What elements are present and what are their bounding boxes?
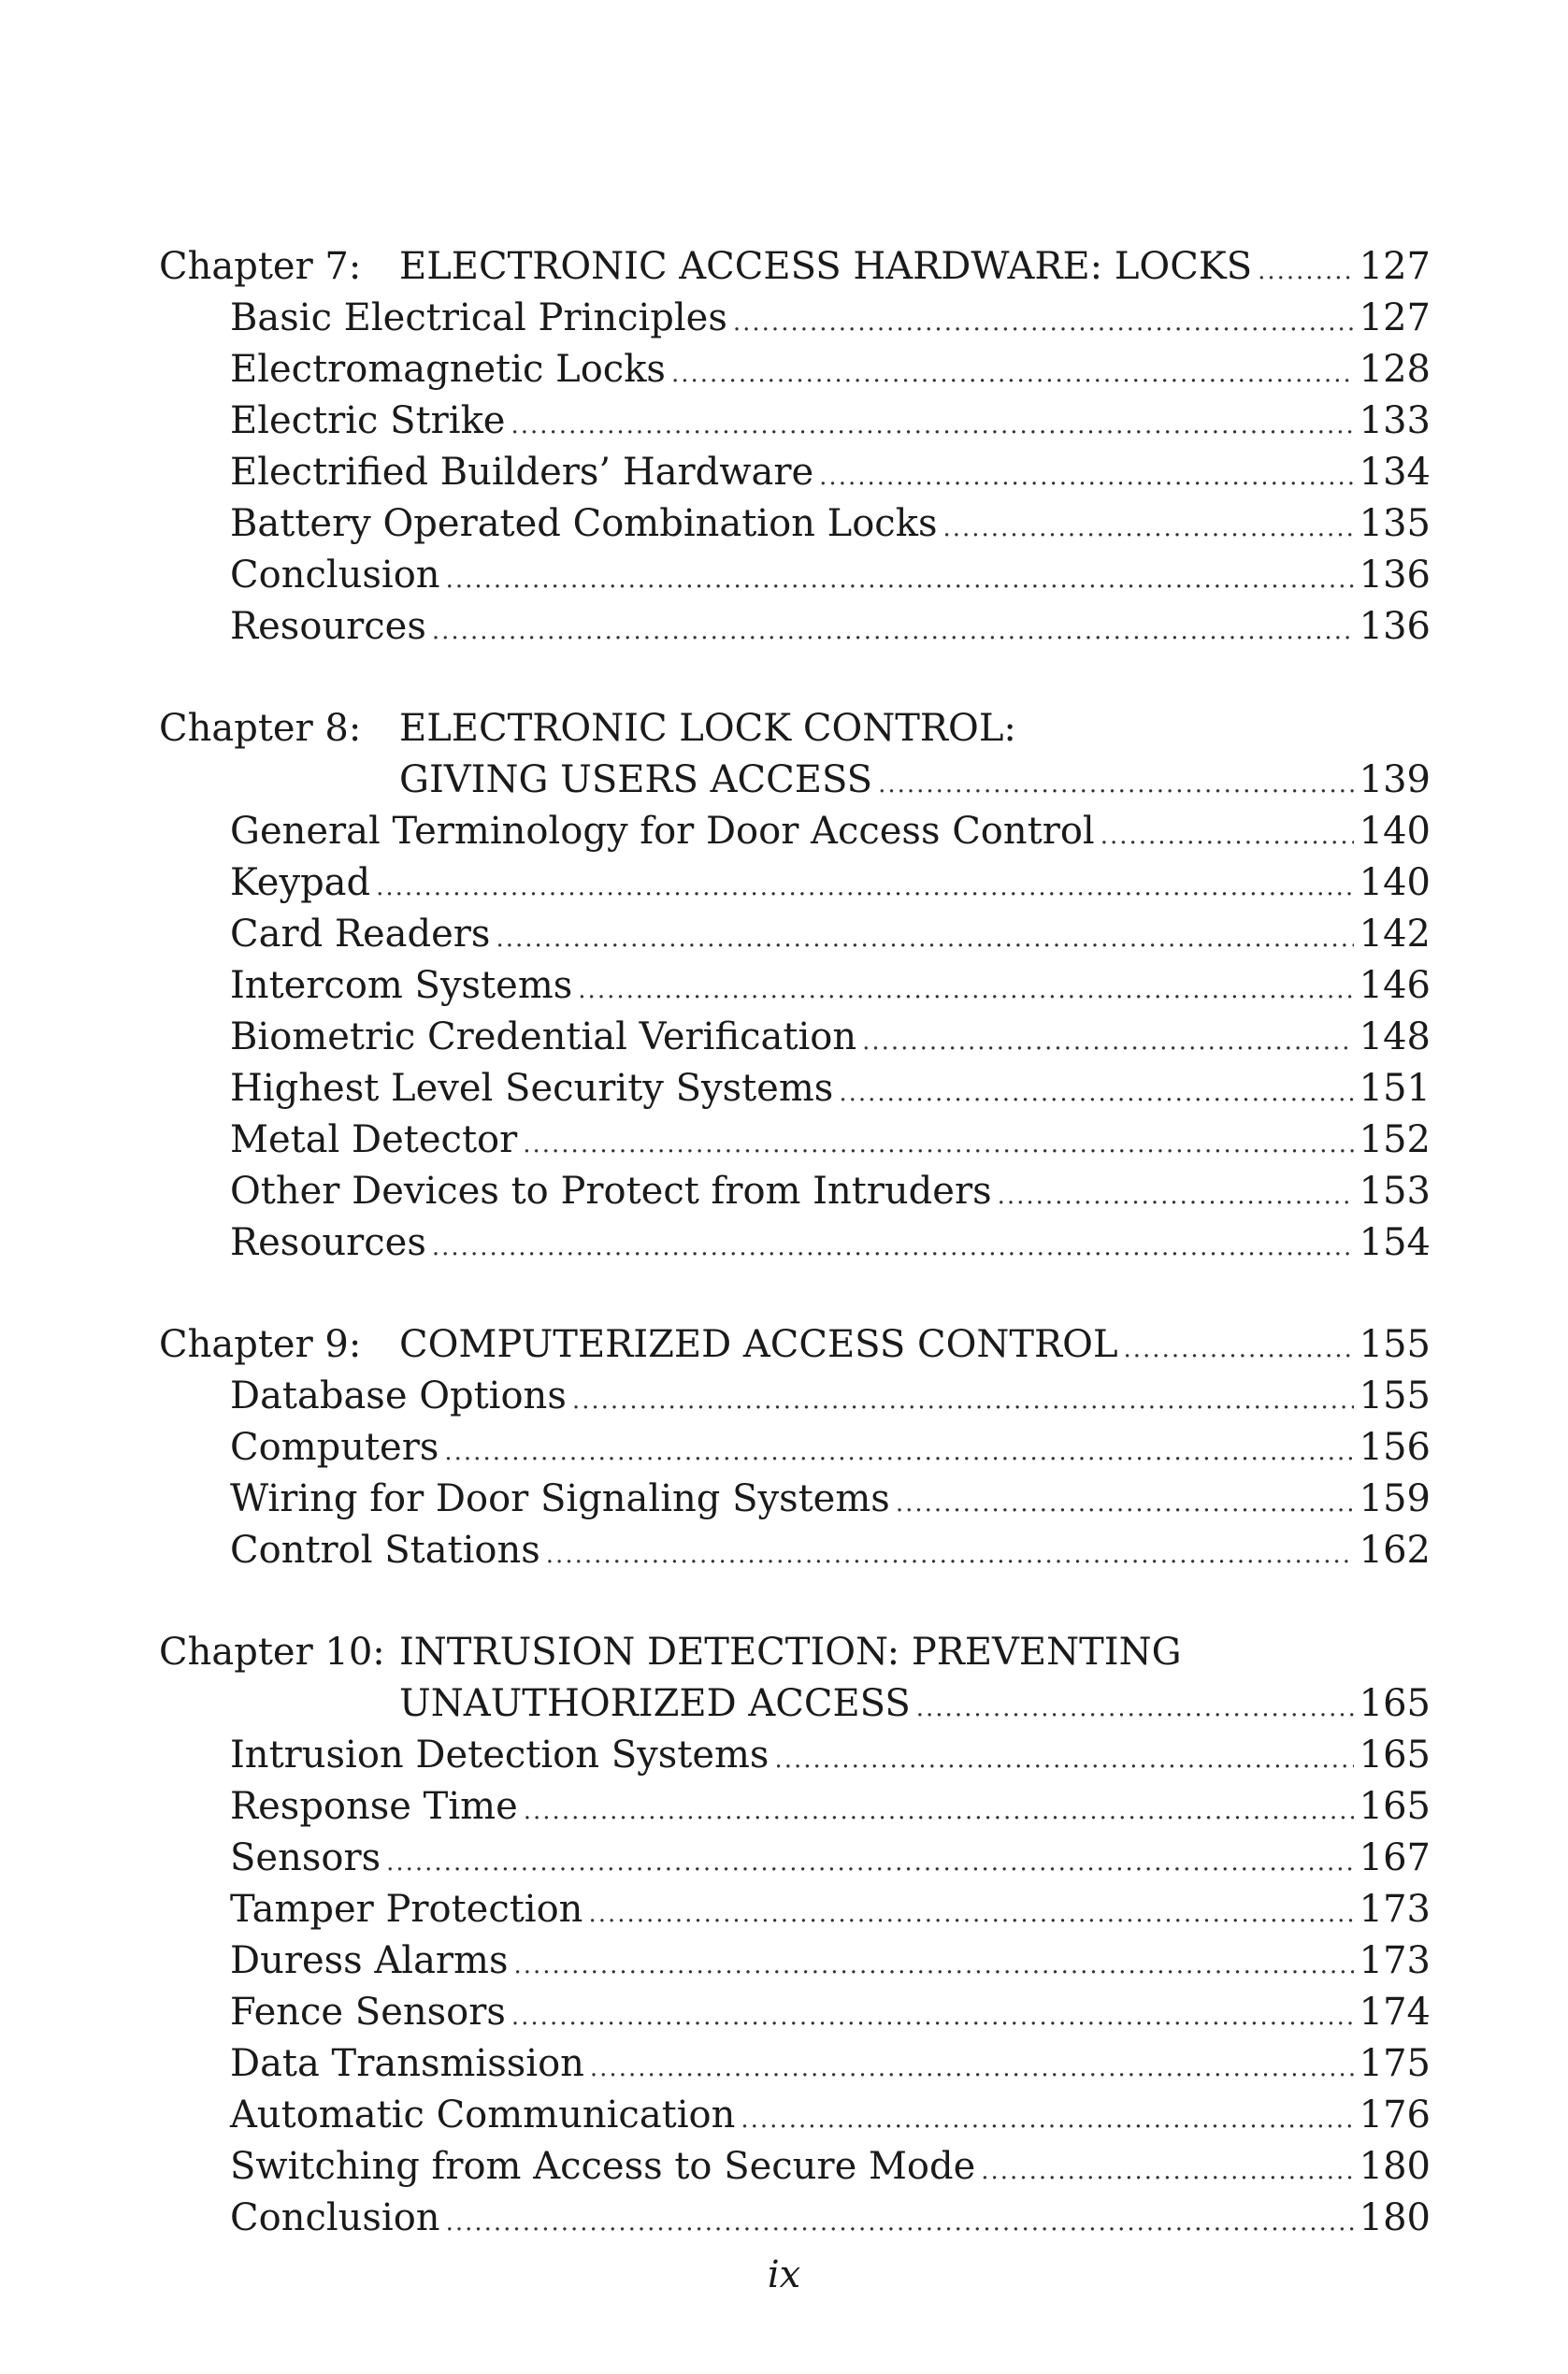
section-title: Card Readers: [230, 913, 491, 956]
section-title: Biometric Credential Verification: [230, 1015, 857, 1058]
chapter-title: ELECTRONIC ACCESS HARDWARE: LOCKS: [399, 245, 1253, 288]
dot-leader: [432, 1222, 1354, 1273]
section-entry: [159, 2090, 1431, 2141]
chapter-page-number: 139: [1359, 758, 1431, 801]
section-page-number: 159: [1359, 1477, 1431, 1520]
section-title: General Terminology for Door Access Control: [230, 810, 1095, 853]
section-entry: [159, 1935, 1431, 1987]
section-entry: [159, 2141, 1431, 2193]
chapter-label: Chapter 9:: [159, 1323, 362, 1366]
dot-leader: [578, 965, 1353, 1016]
section-title: Intercom Systems: [230, 964, 573, 1007]
section-entry: [159, 2038, 1431, 2090]
dot-leader: [376, 862, 1354, 914]
dot-leader: [511, 400, 1353, 452]
section-entry: [159, 344, 1431, 396]
chapter-heading: [159, 1627, 1431, 1678]
section-page-number: 156: [1359, 1426, 1431, 1469]
dot-leader: [523, 1119, 1353, 1171]
dot-leader: [524, 1786, 1354, 1837]
section-page-number: 152: [1359, 1118, 1431, 1161]
section-page-number: 136: [1359, 605, 1431, 648]
section-title: Fence Sensors: [230, 1991, 506, 2034]
section-title: Resources: [230, 605, 426, 648]
dot-leader: [998, 1171, 1354, 1222]
section-title: Automatic Communication: [230, 2093, 736, 2137]
dot-leader: [774, 1734, 1353, 1786]
section-entry: [159, 1115, 1431, 1166]
section-entry: [159, 806, 1431, 857]
dot-leader: [839, 1068, 1353, 1119]
section-page-number: 127: [1359, 296, 1431, 339]
dot-leader: [878, 759, 1354, 811]
chapter-title: GIVING USERS ACCESS: [399, 758, 873, 801]
section-page-number: 180: [1359, 2145, 1431, 2188]
section-page-number: 135: [1359, 502, 1431, 545]
section-page-number: 142: [1359, 913, 1431, 956]
section-page-number: 167: [1359, 1836, 1431, 1879]
dot-leader: [916, 1683, 1354, 1734]
dot-leader: [1258, 246, 1354, 297]
section-title: Highest Level Security Systems: [230, 1067, 834, 1110]
section-page-number: 165: [1359, 1734, 1431, 1777]
dot-leader: [819, 452, 1353, 503]
chapter-page-number: 155: [1359, 1323, 1431, 1366]
dot-leader: [981, 2146, 1353, 2197]
section-entry: [159, 447, 1431, 498]
section-entry: [159, 1474, 1431, 1525]
section-title: Battery Operated Combination Locks: [230, 502, 938, 545]
section-title: Electric Strike: [230, 399, 506, 442]
chapter-heading: [159, 703, 1431, 755]
section-entry: [159, 1422, 1431, 1474]
section-title: Switching from Access to Secure Mode: [230, 2145, 976, 2188]
section-title: Computers: [230, 1426, 439, 1469]
chapter-heading: [159, 755, 1431, 806]
section-entry: [159, 960, 1431, 1012]
chapter-label: Chapter 10:: [159, 1631, 385, 1674]
section-title: Metal Detector: [230, 1118, 518, 1161]
dot-leader: [862, 1016, 1354, 1068]
section-page-number: 165: [1359, 1785, 1431, 1828]
section-page-number: 162: [1359, 1529, 1431, 1572]
dot-leader: [733, 297, 1354, 349]
chapter-heading: [159, 1319, 1431, 1371]
section-title: Duress Alarms: [230, 1939, 509, 1982]
chapter-page-number: 165: [1359, 1682, 1431, 1725]
section-page-number: 176: [1359, 2093, 1431, 2137]
dot-leader: [588, 1889, 1353, 1940]
section-entry: [159, 601, 1431, 653]
section-title: Resources: [230, 1221, 426, 1264]
section-entry: [159, 1525, 1431, 1576]
dot-leader: [671, 349, 1354, 400]
section-page-number: 134: [1359, 451, 1431, 494]
chapter-block: [159, 241, 1431, 653]
dot-leader: [896, 1478, 1354, 1530]
section-entry: [159, 857, 1431, 909]
section-entry: [159, 1371, 1431, 1422]
section-entry: [159, 1166, 1431, 1217]
section-title: Conclusion: [230, 2196, 440, 2239]
dot-leader: [741, 2094, 1353, 2146]
section-page-number: 175: [1359, 2042, 1431, 2085]
chapter-title: ELECTRONIC LOCK CONTROL:: [399, 707, 1016, 750]
section-page-number: 133: [1359, 399, 1431, 442]
chapter-heading: [159, 241, 1431, 293]
section-page-number: 128: [1359, 348, 1431, 391]
table-of-contents: [159, 241, 1431, 2295]
dot-leader: [496, 914, 1353, 965]
dot-leader: [1124, 1324, 1354, 1375]
section-entry: [159, 550, 1431, 601]
section-page-number: 140: [1359, 810, 1431, 853]
dot-leader: [444, 1427, 1353, 1478]
section-page-number: 180: [1359, 2196, 1431, 2239]
section-page-number: 140: [1359, 861, 1431, 904]
section-page-number: 173: [1359, 1939, 1431, 1982]
section-entry: [159, 1217, 1431, 1269]
section-title: Data Transmission: [230, 2042, 584, 2085]
chapter-label: Chapter 7:: [159, 245, 362, 288]
chapter-block: [159, 1627, 1431, 2244]
dot-leader: [386, 1837, 1354, 1889]
section-page-number: 154: [1359, 1221, 1431, 1264]
chapter-title: INTRUSION DETECTION: PREVENTING: [399, 1631, 1182, 1674]
dot-leader: [446, 554, 1354, 606]
chapter-block: [159, 703, 1431, 1269]
section-entry: [159, 909, 1431, 960]
section-page-number: 151: [1359, 1067, 1431, 1110]
section-entry: [159, 1884, 1431, 1935]
chapter-title: UNAUTHORIZED ACCESS: [399, 1682, 911, 1725]
dot-leader: [511, 1992, 1354, 2043]
section-page-number: 174: [1359, 1991, 1431, 2034]
dot-leader: [572, 1375, 1354, 1427]
dot-leader: [514, 1940, 1354, 1992]
section-page-number: 146: [1359, 964, 1431, 1007]
section-entry: [159, 293, 1431, 344]
section-entry: [159, 1987, 1431, 2038]
chapter-label: Chapter 8:: [159, 707, 362, 750]
dot-leader: [446, 2197, 1354, 2249]
section-title: Database Options: [230, 1374, 567, 1417]
dot-leader: [942, 503, 1353, 554]
chapter-heading: [159, 1678, 1431, 1730]
section-title: Electrified Builders’ Hardware: [230, 451, 814, 494]
dot-leader: [590, 2043, 1354, 2094]
section-entry: [159, 1730, 1431, 1781]
section-title: Control Stations: [230, 1529, 540, 1572]
section-title: Other Devices to Protect from Intruders: [230, 1170, 992, 1213]
dot-leader: [1100, 811, 1354, 862]
section-page-number: 173: [1359, 1888, 1431, 1931]
section-page-number: 148: [1359, 1015, 1431, 1058]
section-title: Conclusion: [230, 554, 440, 597]
section-title: Tamper Protection: [230, 1888, 583, 1931]
section-entry: [159, 1781, 1431, 1833]
section-entry: [159, 1012, 1431, 1063]
section-title: Electromagnetic Locks: [230, 348, 666, 391]
section-title: Response Time: [230, 1785, 518, 1828]
section-entry: [159, 1063, 1431, 1115]
page-number: ix: [767, 2253, 801, 2296]
section-page-number: 136: [1359, 554, 1431, 597]
section-entry: [159, 498, 1431, 550]
section-title: Sensors: [230, 1836, 381, 1879]
dot-leader: [432, 606, 1354, 657]
section-page-number: 155: [1359, 1374, 1431, 1417]
section-title: Intrusion Detection Systems: [230, 1734, 770, 1777]
chapter-block: [159, 1319, 1431, 1576]
section-title: Wiring for Door Signaling Systems: [230, 1477, 890, 1520]
chapter-title: COMPUTERIZED ACCESS CONTROL: [399, 1323, 1118, 1366]
section-entry: [159, 2193, 1431, 2244]
section-title: Keypad: [230, 861, 371, 904]
chapter-page-number: 127: [1359, 245, 1431, 288]
section-page-number: 153: [1359, 1170, 1431, 1213]
section-entry: [159, 396, 1431, 447]
section-title: Basic Electrical Principles: [230, 296, 727, 339]
section-entry: [159, 1833, 1431, 1884]
dot-leader: [546, 1530, 1354, 1581]
